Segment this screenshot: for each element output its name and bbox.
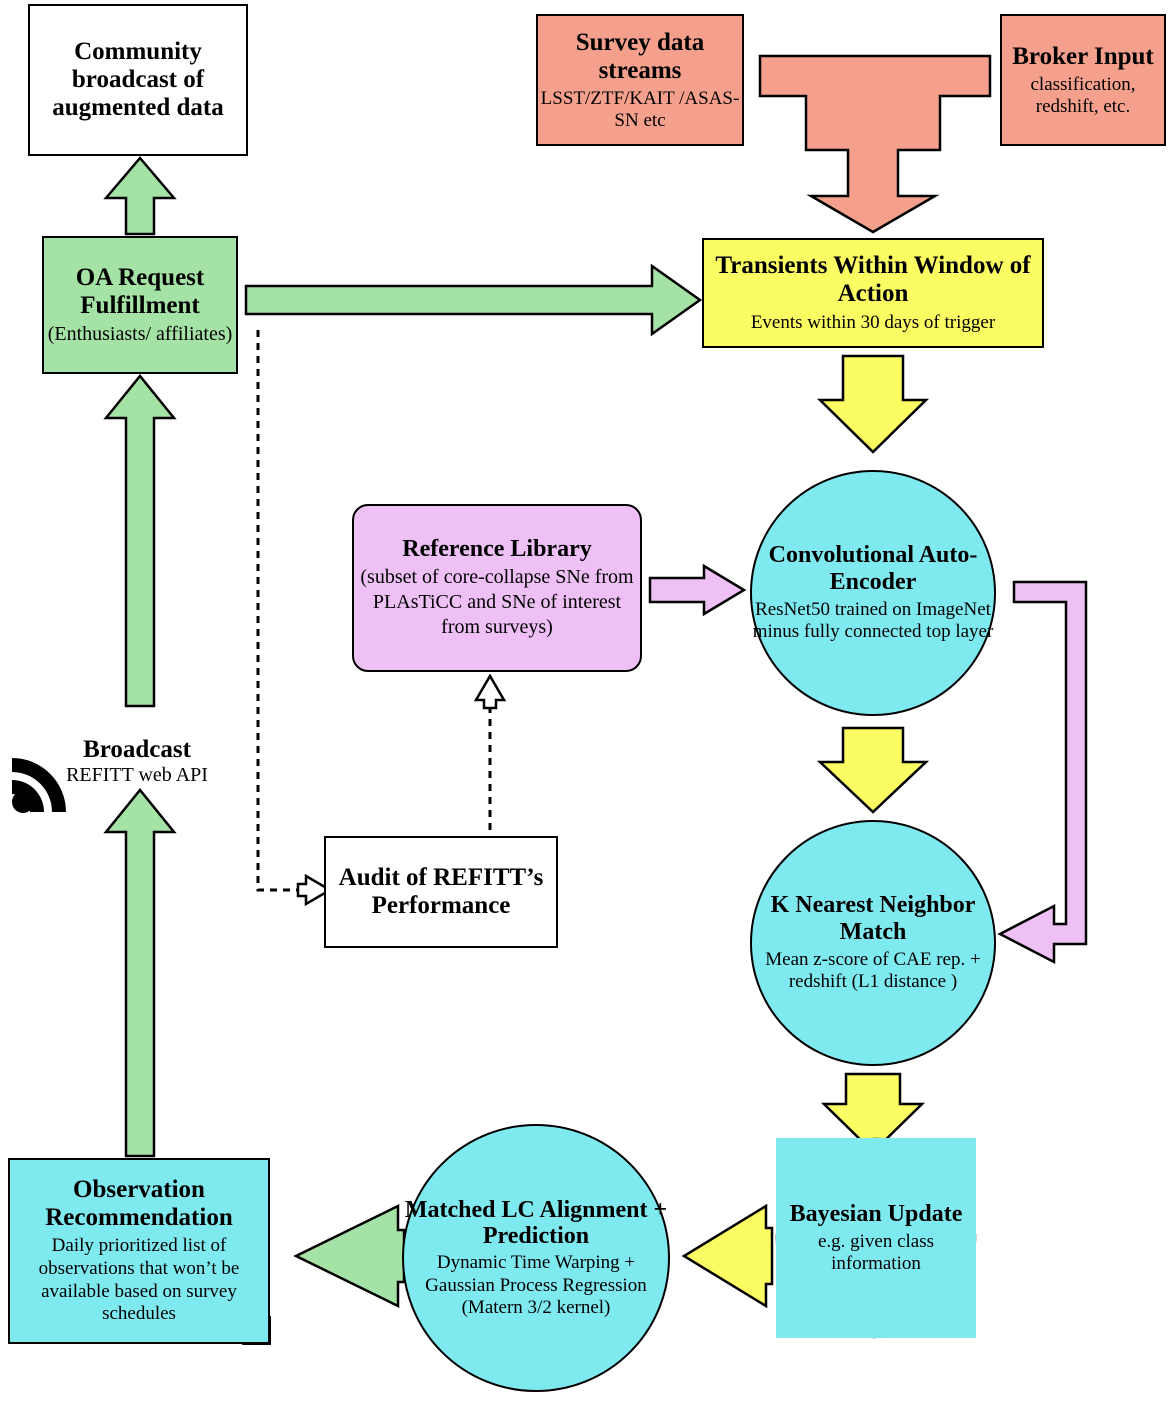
green-arrow-oarequest-community (106, 158, 174, 234)
yellow-arrow-bayesian-matchedlc (684, 1206, 772, 1306)
node-title: Community broadcast of augmented data (52, 38, 224, 121)
green-arrow-oarequest-transients (246, 266, 700, 334)
node-title: Transients Within Window of Action (715, 252, 1031, 308)
node-subtitle: Events within 30 days of trigger (750, 312, 996, 334)
node-subtitle: e.g. given class information (817, 1231, 935, 1274)
yellow-arrow-cae-knn (820, 728, 926, 812)
node-matched-lc-alignment-prediction[interactable] (402, 1124, 670, 1392)
node-convolutional-auto-encoder[interactable] (750, 470, 996, 716)
node-title: Observation Recommendation (45, 1175, 233, 1231)
node-oa-request-fulfillment[interactable] (42, 236, 238, 374)
node-k-nearest-neighbor-match[interactable] (750, 820, 996, 1066)
purple-loop-arrow-cae-knn (1000, 582, 1086, 962)
node-observation-recommendation[interactable] (8, 1158, 270, 1344)
node-subtitle: LSST/ZTF/KAIT /ASAS-SN etc (540, 87, 740, 131)
node-title: Reference Library (402, 536, 592, 563)
salmon-merge-arrow (760, 56, 990, 232)
node-subtitle: (Enthusiasts/ affiliates) (47, 323, 233, 346)
purple-arrow-reflib-cae (650, 566, 744, 614)
dotted-arrowhead-reflib (476, 676, 504, 708)
node-title: Matched LC Alignment + Prediction (404, 1196, 668, 1250)
node-broker-input[interactable] (1000, 14, 1166, 146)
node-bayesian-update[interactable] (776, 1138, 976, 1338)
node-title: K Nearest Neighbor Match (770, 891, 976, 945)
node-title: Audit of REFITT’s Performance (338, 864, 544, 919)
node-title: Bayesian Update (789, 1201, 963, 1228)
dotted-arrow-oarequest-audit (258, 330, 310, 890)
node-title: Survey data streams (575, 28, 705, 84)
node-subtitle: ResNet50 trained on ImageNet minus fully connected top layer (752, 598, 994, 643)
yellow-arrow-transients-cae (820, 356, 926, 452)
node-subtitle: REFITT web API (66, 763, 208, 786)
node-broadcast[interactable] (24, 706, 250, 816)
node-community-broadcast[interactable] (28, 4, 248, 156)
node-audit-of-refitt-performance[interactable] (324, 836, 558, 948)
node-subtitle: Dynamic Time Warping + Gaussian Process Regression (Matern 3/2 kernel) (425, 1252, 647, 1319)
node-transients-window-of-action[interactable] (702, 238, 1044, 348)
node-subtitle: Mean z-score of CAE rep. + redshift (L1 distance ) (765, 948, 981, 993)
node-title: Convolutional Auto-Encoder (768, 541, 978, 595)
green-arrow-broadcast-oarequest (106, 376, 174, 706)
green-arrow-observation-broadcast (106, 790, 174, 1156)
node-subtitle: (subset of core-collapse SNe from PLAsTiCC and SNe of interest from surveys) (360, 565, 634, 638)
green-arrow-matchedlc-observation (296, 1206, 404, 1306)
node-survey-data-streams[interactable] (536, 14, 744, 146)
node-subtitle: Daily prioritized list of observations that won’t be available based on survey schedules (38, 1234, 240, 1325)
node-title: OA Request Fulfillment (75, 264, 205, 320)
node-subtitle: classification, redshift, etc. (1030, 73, 1136, 117)
node-reference-library[interactable] (352, 504, 642, 672)
node-title: Broker Input (1012, 42, 1154, 70)
node-title: Broadcast (83, 735, 191, 763)
